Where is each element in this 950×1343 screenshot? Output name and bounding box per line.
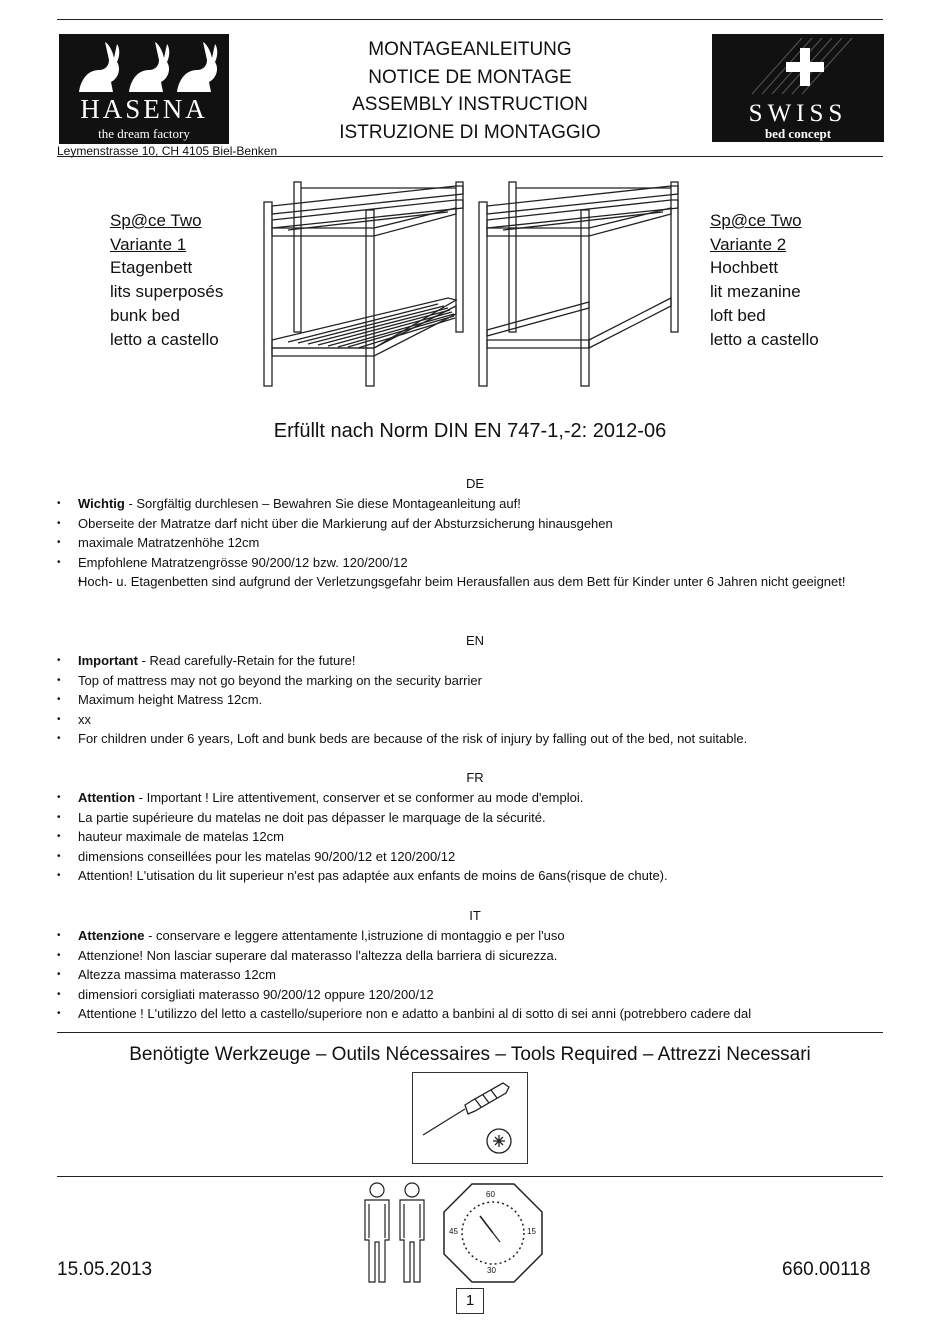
list-item-emphasis: Wichtig — [78, 496, 125, 511]
rabbits-icon — [59, 34, 229, 96]
tools-heading: Benötigte Werkzeuge – Outils Nécessaires – Tools Required – Attrezzi Necessari — [129, 1044, 811, 1065]
list-item — [57, 690, 887, 710]
list-item — [57, 553, 887, 573]
clock-label-45: 45 — [449, 1227, 458, 1236]
list-item-emphasis: Attention — [78, 790, 136, 805]
list-item — [57, 847, 887, 867]
two-persons-icon — [360, 1182, 436, 1284]
list-item — [57, 572, 887, 592]
list-item — [57, 671, 887, 691]
list-item-text: - Read carefully-Retain for the future! — [137, 653, 356, 668]
section-en-list — [57, 651, 887, 749]
hasena-tagline: the dream factory — [98, 126, 190, 141]
list-item — [57, 494, 887, 514]
list-item-text: For children under 6 years, Loft and bunk beds are because of the risk of injury by falling out of the bed, not suitable. — [78, 731, 748, 747]
list-item-text: maximale Matratzenhöhe 12cm — [78, 535, 260, 551]
list-item — [57, 926, 887, 946]
swiss-bed-concept-logo — [712, 34, 884, 142]
top-rule — [57, 19, 883, 20]
footer-rule — [57, 1176, 883, 1177]
title-fr: NOTICE DE MONTAGE — [368, 66, 572, 88]
variant-2-type-it: letto a castello — [710, 329, 819, 349]
title-en: ASSEMBLY INSTRUCTION — [352, 94, 588, 115]
list-item-text: Hoch- u. Etagenbetten sind aufgrund der Verletzungsgefahr beim Herausfallen aus dem Bett für Kinder unter 6 Jahren nicht geeignet! — [78, 574, 846, 590]
list-item-text: Attention! L'utisation du lit superieur n'est pas adaptée aux enfants de moins de 6ans(risque de chute). — [78, 868, 668, 884]
list-item-emphasis: Important — [78, 653, 138, 668]
variant-1-product-name: Sp@ce Two — [110, 211, 202, 230]
document-titles — [300, 36, 640, 146]
list-item-text: xx — [78, 711, 91, 727]
variant-1-label: Variante 1 — [110, 234, 187, 254]
variant-1-type-en: bunk bed — [110, 305, 180, 325]
clock-label-30: 30 — [487, 1266, 496, 1275]
list-item-text: Maximum height Matress 12cm. — [78, 692, 263, 708]
variant-2-type-de: Hochbett — [710, 258, 779, 278]
list-item-text: dimensiori corsigliati materasso 90/200/12 oppure 120/200/12 — [78, 986, 434, 1002]
list-item — [57, 514, 887, 534]
loft-bed-illustration — [473, 180, 683, 388]
list-item-text: - conservare e leggere attentamente l,istruzione di montaggio e per l'uso — [144, 928, 565, 943]
section-fr-heading: FR — [466, 770, 484, 785]
section-de-heading: DE — [465, 476, 485, 491]
list-item-text: - Important ! Lire attentivement, conserver et se conformer au mode d'emploi. — [135, 790, 584, 805]
variant-2-type-fr: lit mezanine — [710, 282, 801, 302]
list-item — [57, 827, 887, 847]
list-item-text: dimensions conseillées pour les matelas 90/200/12 et 120/200/12 — [78, 848, 456, 864]
list-item-text: Oberseite der Matratze darf nicht über die Markierung auf der Absturzsicherung hinausgehen — [78, 515, 613, 531]
title-it: ISTRUZIONE DI MONTAGGIO — [339, 121, 601, 143]
page-number: 1 — [456, 1288, 484, 1314]
variant-2-product-name: Sp@ce Two — [710, 211, 802, 230]
variant-1-type-it: letto a castello — [110, 329, 219, 349]
tool-box — [412, 1072, 528, 1164]
norm-compliance: Erfüllt nach Norm DIN EN 747-1,-2: 2012-06 — [273, 420, 667, 442]
section-it-heading: IT — [469, 908, 481, 923]
hasena-brand-name: HASENA — [80, 94, 208, 124]
list-item — [57, 808, 887, 828]
variant-2-description — [710, 209, 819, 351]
list-item-emphasis: Attenzione — [78, 928, 145, 943]
list-item — [57, 866, 887, 886]
list-item — [57, 985, 887, 1005]
list-item — [57, 946, 887, 966]
title-de: MONTAGEANLEITUNG — [368, 39, 572, 60]
list-item-text: hauteur maximale de matelas 12cm — [78, 829, 284, 845]
list-item-text: La partie supérieure du matelas ne doit pas dépasser le marquage de la sécurité. — [78, 809, 546, 825]
list-item-text: Attenzione! Non lasciar superare dal materasso l'altezza della barriera di sicurezza. — [78, 947, 558, 963]
list-item — [57, 1004, 887, 1024]
company-address: Leymenstrasse 10, CH 4105 Biel-Benken — [57, 144, 278, 158]
swiss-tagline: bed concept — [764, 126, 832, 141]
variant-1-type-fr: lits superposés — [110, 282, 224, 302]
clock-label-15: 15 — [527, 1227, 536, 1236]
section-en-heading: EN — [465, 633, 485, 648]
bunk-bed-illustration — [258, 180, 468, 388]
section-fr-list — [57, 788, 887, 886]
list-item-text: Empfohlene Matratzengrösse 90/200/12 bzw. 120/200/12 — [78, 554, 408, 570]
swiss-cross-icon — [712, 34, 884, 98]
list-item — [57, 533, 887, 553]
list-item-text: Altezza massima materasso 12cm — [78, 967, 276, 983]
document-date: 15.05.2013 — [57, 1259, 153, 1280]
swiss-brand-name: SWISS — [748, 100, 848, 127]
variant-1-description — [110, 209, 223, 351]
document-number: 660.00118 — [782, 1259, 871, 1280]
clock-label-60: 60 — [486, 1190, 495, 1199]
list-item — [57, 729, 887, 749]
header-rule — [57, 156, 883, 157]
section-de-list — [57, 494, 887, 592]
section-it-list — [57, 926, 887, 1024]
list-item-text: Attentione ! L'utilizzo del letto a castello/superiore non e adatto a banbini al di sotto di sei anni (potrebbero cadere dal — [78, 1006, 752, 1022]
list-item — [57, 788, 887, 808]
variant-2-label: Variante 2 — [710, 234, 787, 254]
variant-1-type-de: Etagenbett — [110, 258, 193, 278]
phillips-screwdriver-icon — [413, 1073, 527, 1163]
list-item-text: - Sorgfältig durchlesen – Bewahren Sie diese Montageanleitung auf! — [124, 496, 521, 511]
list-item — [57, 965, 887, 985]
hasena-logo — [59, 34, 229, 144]
list-item — [57, 651, 887, 671]
variant-2-type-en: loft bed — [710, 305, 766, 325]
tools-rule — [57, 1032, 883, 1033]
assembly-time-clock — [442, 1182, 544, 1284]
list-item — [57, 710, 887, 730]
list-item-text: Top of mattress may not go beyond the marking on the security barrier — [78, 672, 482, 688]
